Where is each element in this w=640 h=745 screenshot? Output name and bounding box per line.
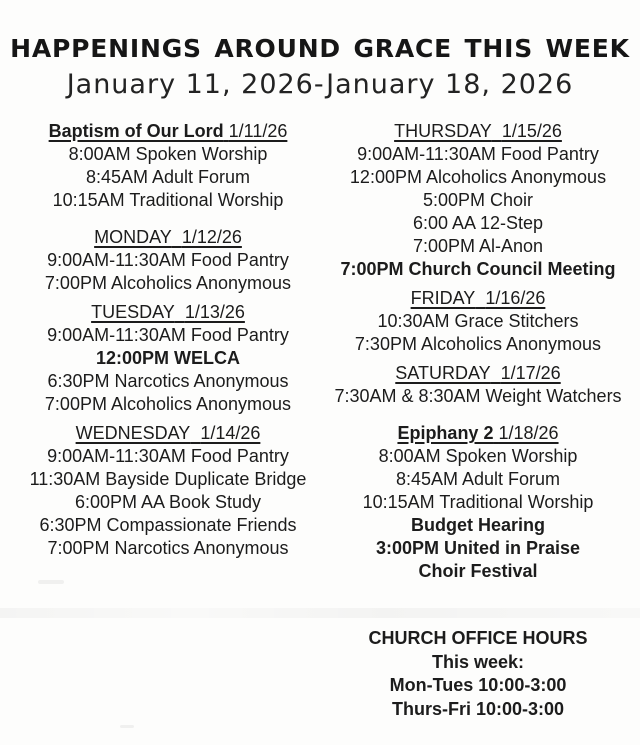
heading-spacer bbox=[172, 227, 182, 247]
event-line: 12:00PM WELCA bbox=[95, 348, 241, 368]
event-line: Budget Hearing bbox=[410, 515, 545, 535]
event-line: 9:00AM-11:30AM Food Pantry bbox=[357, 144, 599, 164]
office-hours-heading: CHURCH OFFICE HOURS bbox=[368, 628, 588, 648]
event-line: 8:00AM Spoken Worship bbox=[68, 144, 268, 164]
event-line: 6:30PM Compassionate Friends bbox=[39, 515, 297, 535]
day-heading bbox=[397, 422, 558, 445]
date-label: 1/11/26 bbox=[228, 121, 288, 141]
event-line: 10:15AM Traditional Worship bbox=[52, 190, 284, 210]
date-label: 1/18/26 bbox=[498, 423, 559, 443]
event-line: 7:00PM Al-Anon bbox=[412, 236, 544, 256]
heading-spacer bbox=[190, 423, 200, 443]
day-label: WEDNESDAY bbox=[75, 423, 191, 443]
event-line: 6:00 AA 12-Step bbox=[412, 213, 544, 233]
date-label: 1/14/26 bbox=[200, 423, 261, 443]
day-heading bbox=[411, 287, 546, 310]
day-heading bbox=[49, 120, 288, 143]
schedule-column-right bbox=[324, 120, 632, 721]
event-line: 8:00AM Spoken Worship bbox=[378, 446, 578, 466]
scan-artifact-speck bbox=[120, 725, 134, 728]
event-line: 9:00AM-11:30AM Food Pantry bbox=[47, 446, 289, 466]
event-line: 7:00PM Church Council Meeting bbox=[340, 259, 616, 279]
event-line: 11:30AM Bayside Duplicate Bridge bbox=[29, 469, 307, 489]
event-line: 7:30PM Alcoholics Anonymous bbox=[354, 334, 602, 354]
day-heading bbox=[395, 362, 560, 385]
day-label: MONDAY bbox=[94, 227, 172, 247]
event-line: 10:15AM Traditional Worship bbox=[362, 492, 594, 512]
schedule-block-thursday bbox=[324, 120, 632, 281]
page-title: HAPPENINGS AROUND GRACE THIS WEEK bbox=[10, 34, 630, 63]
heading-spacer bbox=[175, 302, 185, 322]
date-range-subtitle: January 11, 2026-January 18, 2026 bbox=[66, 69, 574, 100]
date-label: 1/12/26 bbox=[181, 227, 242, 247]
day-label: TUESDAY bbox=[91, 302, 175, 322]
event-line: 10:30AM Grace Stitchers bbox=[377, 311, 579, 331]
office-hours-line: Mon-Tues 10:00-3:00 bbox=[389, 675, 567, 695]
schedule-columns bbox=[0, 120, 640, 721]
heading-spacer bbox=[492, 121, 502, 141]
office-hours-block bbox=[324, 627, 632, 721]
day-label: Epiphany 2 bbox=[397, 423, 494, 443]
event-line: 8:45AM Adult Forum bbox=[85, 167, 251, 187]
day-label: THURSDAY bbox=[394, 121, 492, 141]
day-heading bbox=[91, 301, 245, 324]
event-line: 9:00AM-11:30AM Food Pantry bbox=[47, 250, 289, 270]
event-line: 7:00PM Alcoholics Anonymous bbox=[44, 394, 292, 414]
event-line: 12:00PM Alcoholics Anonymous bbox=[349, 167, 607, 187]
schedule-block-saturday bbox=[324, 362, 632, 408]
day-label: SATURDAY bbox=[395, 363, 491, 383]
event-line: 9:00AM-11:30AM Food Pantry bbox=[47, 325, 289, 345]
event-line: Choir Festival bbox=[418, 561, 538, 581]
event-line: 3:00PM United in Praise bbox=[375, 538, 581, 558]
schedule-block-sunday bbox=[14, 120, 322, 212]
office-hours-line: Thurs-Fri 10:00-3:00 bbox=[391, 698, 565, 719]
event-line: 6:00PM AA Book Study bbox=[74, 492, 262, 512]
date-label: 1/17/26 bbox=[500, 363, 561, 383]
event-line: 6:30PM Narcotics Anonymous bbox=[47, 371, 289, 391]
event-line: 7:00PM Narcotics Anonymous bbox=[47, 538, 289, 558]
heading-spacer bbox=[491, 363, 501, 383]
date-label: 1/13/26 bbox=[184, 302, 245, 322]
heading-spacer bbox=[475, 288, 485, 308]
date-label: 1/16/26 bbox=[485, 288, 546, 308]
event-line: 7:30AM & 8:30AM Weight Watchers bbox=[334, 386, 622, 406]
day-heading bbox=[94, 226, 242, 249]
day-heading bbox=[394, 120, 562, 143]
schedule-block-tuesday bbox=[14, 301, 322, 416]
schedule-block-friday bbox=[324, 287, 632, 356]
event-line: 8:45AM Adult Forum bbox=[395, 469, 561, 489]
event-line: 5:00PM Choir bbox=[422, 190, 534, 210]
day-heading bbox=[76, 422, 261, 445]
event-line: 7:00PM Alcoholics Anonymous bbox=[44, 273, 292, 293]
office-hours-line: This week: bbox=[431, 651, 525, 672]
schedule-block-wednesday bbox=[14, 422, 322, 560]
schedule-block-epiphany bbox=[324, 422, 632, 583]
day-label: FRIDAY bbox=[410, 288, 476, 308]
date-label: 1/15/26 bbox=[501, 121, 562, 141]
schedule-block-monday bbox=[14, 226, 322, 295]
masthead bbox=[0, 0, 640, 100]
schedule-column-left bbox=[14, 120, 322, 721]
day-label: Baptism of Our Lord bbox=[48, 121, 224, 141]
